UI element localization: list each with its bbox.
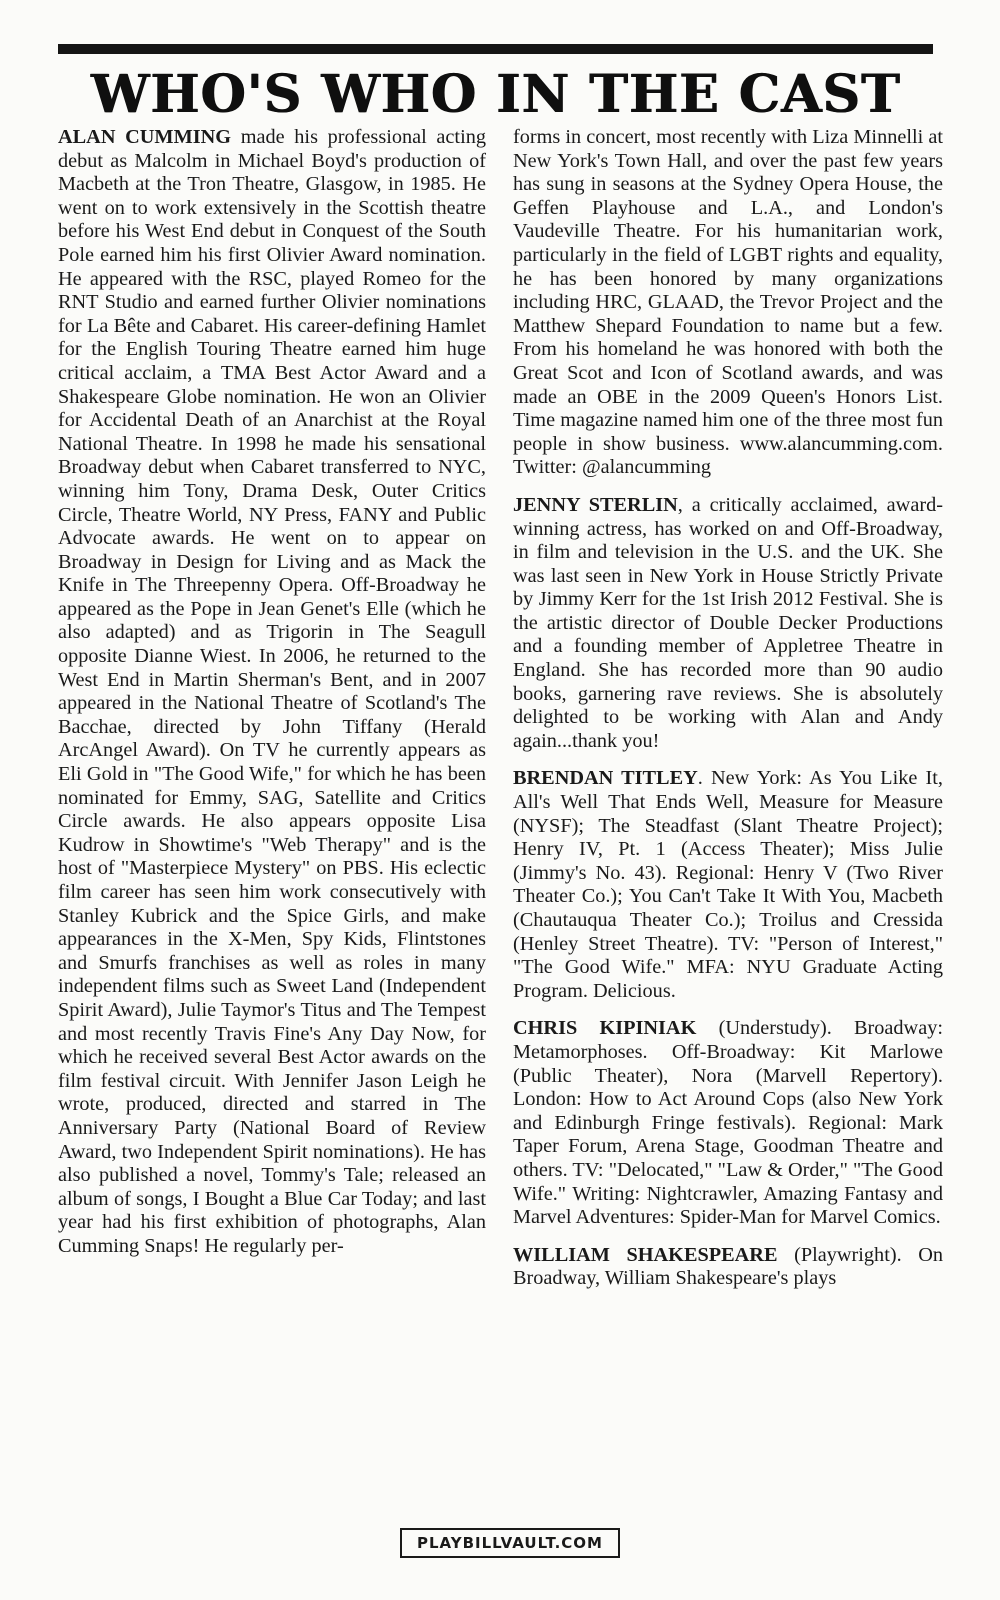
bio-name: WILLIAM SHAKESPEARE: [513, 1243, 778, 1266]
playbillvault-footer-link[interactable]: PLAYBILLVAULT.COM: [400, 1528, 620, 1558]
bio-alan-cumming-continued: [513, 126, 943, 480]
bio-jenny-sterlin: [513, 494, 943, 754]
bio-name: JENNY STERLIN: [513, 493, 678, 516]
bio-name: ALAN CUMMING: [58, 126, 232, 148]
bio-chris-kipiniak: [513, 1017, 943, 1229]
page-title: WHO'S WHO IN THE CAST: [90, 64, 901, 125]
bio-text: forms in concert, most recently with Liza Minnelli at New York's Town Hall, and over the past few years has sung in seasons at the Sydney Opera House, the Geffen Playhouse and L.A., and London's Vaudeville Theatre. For his humanitarian work, particularly in the field of LGBT rights and equality, he has been honored by many organizations including HRC, GLAAD, the Trevor Project and the Matthew Shepard Foundation to name but a few. From his homeland he was honored with both the Great Scot and Icon of Scotland awards, and was made an OBE in the 2009 Queen's Honors List. Time magazine named him one of the three most fun people in show business. www.alancumming.com. Twitter: @alancumming: [513, 126, 943, 479]
bio-name: CHRIS KIPINIAK: [513, 1017, 697, 1040]
bio-text: . New York: As You Like It, All's Well That Ends Well, Measure for Measure (NYSF); The Steadfast (Slant Theatre Project); Henry IV, Pt. 1 (Access Theater); Miss Julie (Jimmy's No. 43). Regional: Henry V (Two River Theater Co.); You Can't Take It With You, Macbeth (Chautauqua Theater Co.); Troilus and Cressida (Henley Street Theatre). TV: "Person of Interest," "The Good Wife." MFA: NYU Graduate Acting Program. Delicious.: [513, 767, 943, 1002]
bio-text: , a critically acclaimed, award-winning actress, has worked on and Off-Broadway, in film and television in the U.S. and the UK. She was last seen in New York in House Strictly Private by Jimmy Kerr for the 1st Irish 2012 Festival. She is the artistic director of Double Decker Productions and a founding member of Appletree Theatre in England. She has recorded more than 90 audio books, garnering rave reviews. She is absolutely delighted to be working with Alan and Andy again...thank you!: [513, 493, 943, 752]
bio-william-shakespeare: [513, 1244, 943, 1291]
bio-name: BRENDAN TITLEY: [513, 767, 698, 790]
bio-text: (Understudy). Broadway: Metamorphoses. Off-Broadway: Kit Marlowe (Public Theater), Nora (Marvell Repertory). London: How to Act Around Cops (also New York and Edinburgh Fringe festivals). Regional: Mark Taper Forum, Arena Stage, Goodman Theatre and others. TV: "Delocated," "Law & Order," "The Good Wife." Writing: Nightcrawler, Amazing Fantasy and Marvel Adventures: Spider-Man for Marvel Comics.: [513, 1017, 943, 1229]
left-column: [58, 126, 486, 1273]
bio-text: made his professional acting debut as Malcolm in Michael Boyd's production of Macbeth at the Tron Theatre, Glasgow, in 1985. He went on to work extensively in the Scottish theatre before his West End debut in Conquest of the South Pole earned him his first Olivier Award nomination. He appeared with the RSC, played Romeo for the RNT Studio and earned further Olivier nominations for La Bête and Cabaret. His career-defining Hamlet for the English Touring Theatre earned him huge critical acclaim, a TMA Best Actor Award and a Shakespeare Globe nomination. He won an Olivier for Accidental Death of an Anarchist at the Royal National Theatre. In 1998 he made his sensational Broadway debut when Cabaret transferred to NYC, winning him Tony, Drama Desk, Outer Critics Circle, Theatre World, NY Press, FANY and Public Advocate awards. He went on to appear on Broadway in Design for Living and as Mack the Knife in The Threepenny Opera. Off-Broadway he appeared as the Pope in Jean Genet's Elle (which he also adapted) and as Trigorin in The Seagull opposite Dianne Wiest. In 2006, he returned to the West End in Martin Sherman's Bent, and in 2007 appeared in the National Theatre of Scotland's The Bacchae, directed by John Tiffany (Herald ArcAngel Award). On TV he currently appears as Eli Gold in "The Good Wife," for which he has been nominated for Emmy, SAG, Satellite and Critics Circle awards. He also appears opposite Lisa Kudrow in Showtime's "Web Therapy" and is the host of "Masterpiece Mystery" on PBS. His eclectic film career has seen him work consecutively with Stanley Kubrick and the Spice Girls, and make appearances in the X-Men, Spy Kids, Flintstones and Smurfs franchises as well as roles in many independent films such as Sweet Land (Independent Spirit Award), Julie Taymor's Titus and The Tempest and most recently Travis Fine's Any Day Now, for which he received several Best Actor awards on the film festival circuit. With Jennifer Jason Leigh he wrote, produced, directed and starred in The Anniversary Party (National Board of Review Award, two Independent Spirit nominations). He has also published a novel, Tommy's Tale; released an album of songs, I Bought a Blue Car Today; and last year had his first exhibition of photographs, Alan Cumming Snaps! He regularly per-: [58, 126, 486, 1257]
bio-text: (Playwright). On Broadway, William Shakespeare's plays: [513, 1243, 943, 1290]
header-rule: [58, 44, 933, 54]
bio-brendan-titley: [513, 767, 943, 1003]
right-column: [513, 126, 943, 1305]
bio-alan-cumming: [58, 126, 486, 1259]
